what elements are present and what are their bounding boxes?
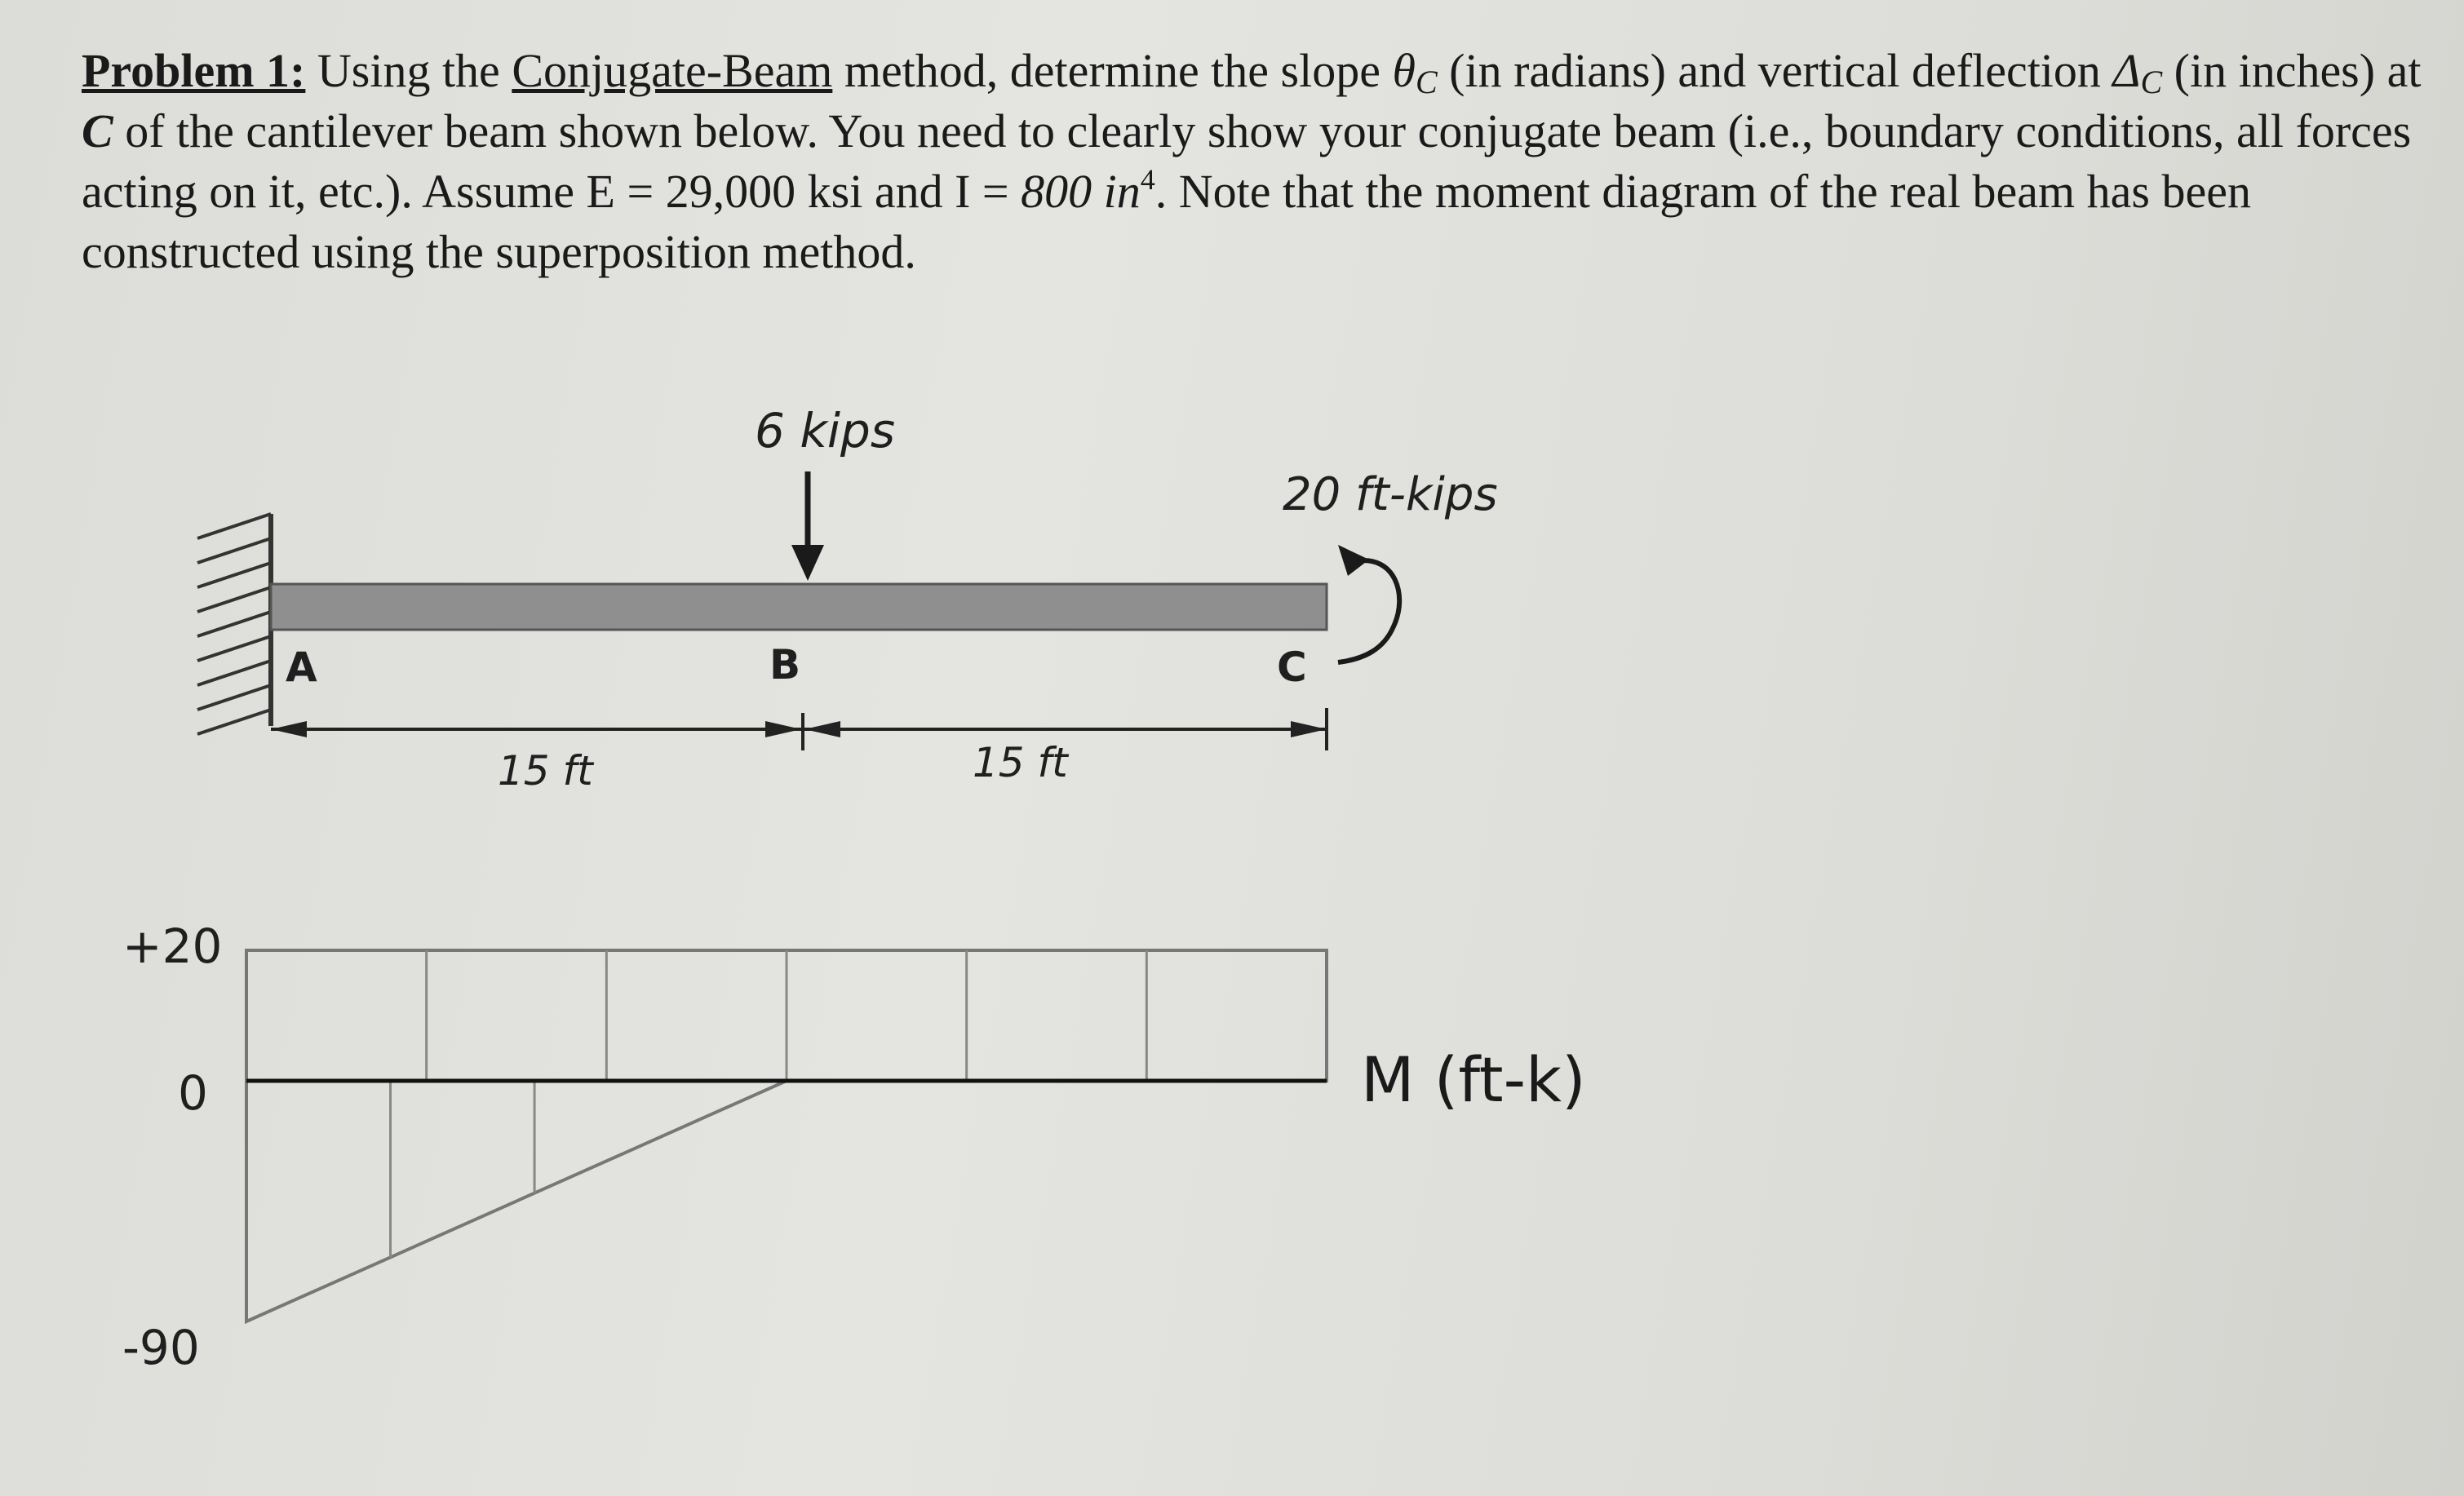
beam (271, 584, 1327, 630)
problem-text: (in radians) and vertical deflection (1437, 44, 2113, 97)
moment-label: 20 ft-kips (1283, 468, 1498, 521)
problem-heading: Problem 1: (82, 44, 306, 97)
dimension-lines (271, 708, 1327, 750)
problem-text: of the cantilever beam shown below. You need to clearly show your conjugate beam (i.e., boundary conditions, all forces acting on it, etc.). Assume E = 29,000 ksi and I = (82, 104, 2412, 218)
theta-symbol: θ (1392, 44, 1416, 97)
problem-text: (in inches) at (2162, 44, 2422, 97)
span-ab-label: 15 ft (498, 747, 593, 794)
point-c-label: C (1277, 644, 1307, 691)
point-b-label: B (769, 641, 801, 688)
y-tick-label: +20 (122, 918, 223, 974)
inertia-value: 800 in (1021, 165, 1141, 218)
problem-text: method, determine the slope (832, 44, 1393, 97)
y-tick-label: 0 (178, 1065, 208, 1121)
point-c-reference: C (82, 104, 113, 157)
delta-subscript: C (2140, 64, 2163, 100)
applied-moment-arrow (1338, 545, 1399, 662)
method-name: Conjugate-Beam (512, 44, 833, 97)
theta-subscript: C (1415, 64, 1438, 100)
moment-diagram (122, 918, 1586, 1375)
load-label: 6 kips (755, 403, 896, 458)
problem-text: . Note that the moment diagram of the real beam has been constructed using the superposition method. (82, 165, 2251, 278)
y-tick-label: -90 (122, 1320, 200, 1375)
point-load-arrow (791, 471, 824, 581)
moment-axis-label: M (ft-k) (1361, 1043, 1586, 1116)
delta-symbol: Δ (2112, 44, 2141, 97)
fixed-support (197, 514, 271, 734)
span-bc-label: 15 ft (973, 739, 1068, 786)
inertia-exponent: 4 (1140, 163, 1155, 196)
negative-moment-region (246, 1081, 1327, 1321)
problem-text: Using the (305, 44, 512, 97)
point-a-label: A (286, 644, 317, 691)
